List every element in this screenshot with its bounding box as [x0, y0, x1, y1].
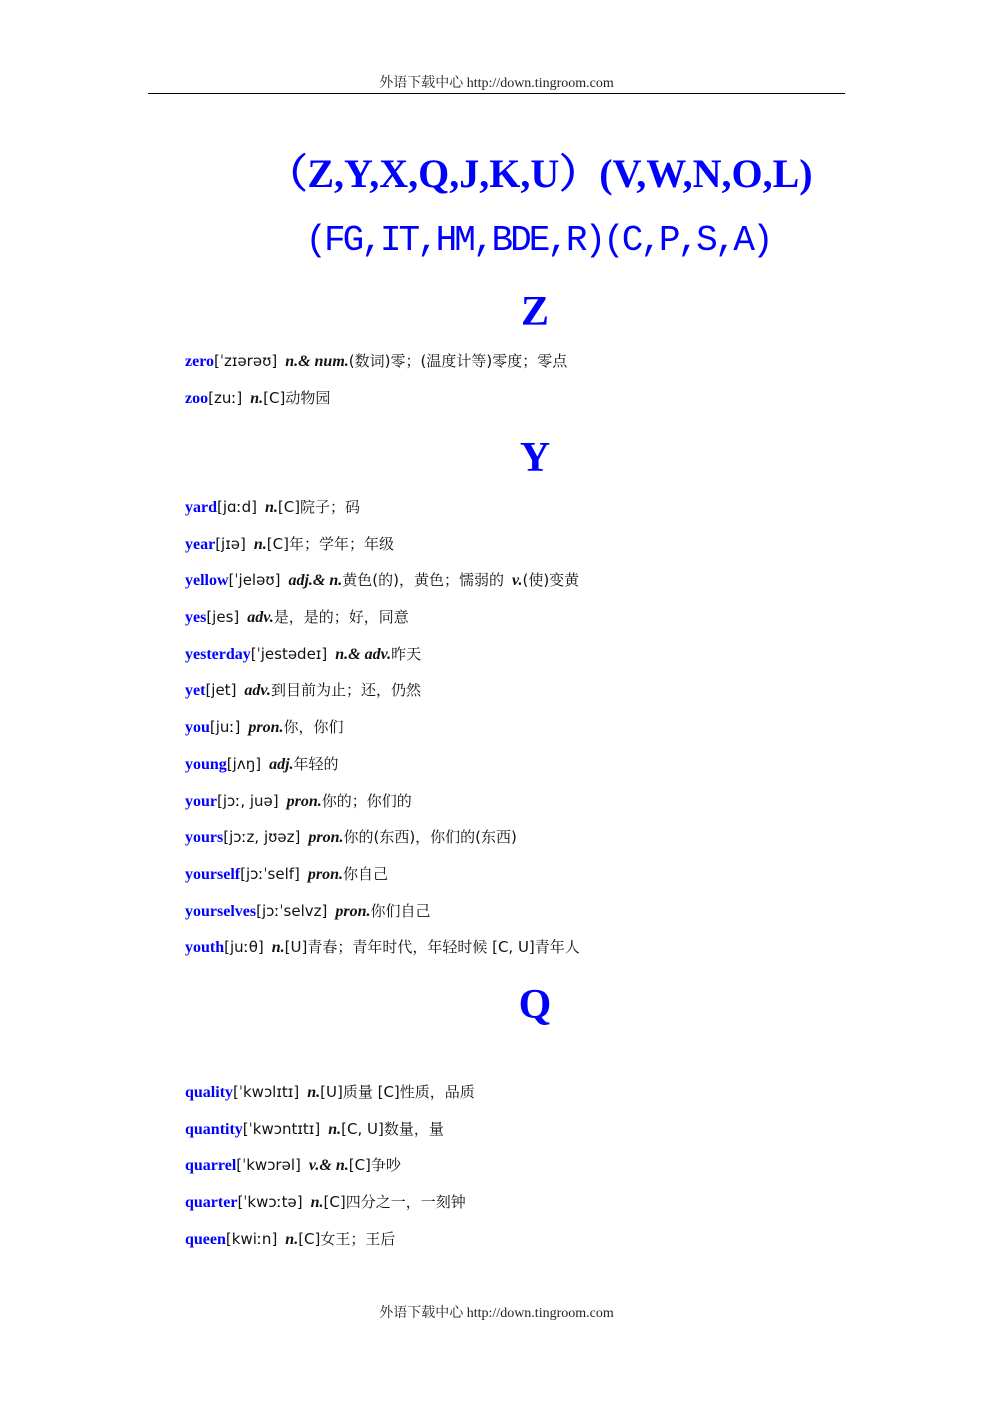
part-of-speech: n. — [285, 1230, 299, 1248]
phonetic: [ˈjeləʊ] — [228, 571, 281, 590]
dictionary-entry — [185, 497, 588, 534]
page-footer: 外语下载中心 http://down.tingroom.com — [379, 1306, 614, 1321]
dictionary-entry — [185, 1082, 483, 1119]
headword: quarter — [185, 1194, 238, 1212]
definition: [C]动物园 — [263, 388, 331, 407]
headword: yourself — [185, 865, 241, 883]
definition: [C]院子；码 — [277, 498, 361, 516]
dictionary-entry — [185, 754, 588, 791]
phonetic: [ˈzɪərəʊ] — [214, 352, 278, 370]
part-of-speech: v. — [511, 572, 523, 590]
letter-groups-subtitle: (FG,IT,HM,BDE,R)(C,P,S,A) — [305, 220, 771, 261]
part-of-speech: n. — [271, 939, 285, 957]
dictionary-entry — [185, 901, 588, 938]
headword: yard — [185, 499, 217, 516]
headword: yours — [185, 829, 224, 847]
part-of-speech: n. — [250, 389, 264, 407]
definition: [C]争吵 — [348, 1156, 401, 1175]
headword: year — [185, 535, 216, 553]
definition: [C]四分之一，一刻钟 — [323, 1193, 466, 1212]
dictionary-entry — [185, 534, 588, 571]
phonetic: [jes] — [206, 608, 240, 627]
part-of-speech: n. — [310, 1194, 324, 1212]
headword: yourselves — [185, 902, 257, 920]
dictionary-entry — [185, 1155, 483, 1192]
definition: 黄色(的)，黄色；懦弱的 — [342, 571, 504, 590]
phonetic: [jɔː, juə] — [217, 791, 279, 810]
dictionary-entry — [185, 680, 588, 717]
dictionary-entry — [185, 791, 588, 828]
entry-list-z — [185, 351, 575, 424]
definition: 昨天 — [391, 644, 422, 663]
dictionary-entry — [185, 1229, 483, 1266]
headword: yesterday — [185, 645, 251, 663]
headword: yes — [185, 609, 207, 627]
part-of-speech: n.& num. — [285, 353, 349, 370]
headword: quarrel — [185, 1157, 237, 1175]
dictionary-entry — [185, 607, 588, 644]
headword: yellow — [185, 572, 229, 590]
part-of-speech: pron. — [335, 902, 371, 920]
definition: [U]质量 [C]性质，品质 — [320, 1083, 475, 1101]
definition: [C]女王；王后 — [298, 1229, 396, 1248]
phonetic: [zuː] — [208, 388, 243, 407]
phonetic: [juːθ] — [224, 938, 264, 957]
page-header: 外语下载中心 http://down.tingroom.com — [379, 76, 614, 91]
part-of-speech: adj. — [269, 755, 294, 773]
dictionary-entry — [185, 864, 588, 901]
section-heading-q: Q — [518, 982, 552, 1028]
dictionary-entry — [185, 717, 588, 754]
header-rule — [148, 93, 845, 94]
definition: 你的；你们的 — [321, 791, 412, 810]
definition: [C, U]数量，量 — [341, 1119, 444, 1138]
dictionary-entry — [185, 351, 575, 388]
headword: youth — [185, 939, 225, 957]
letter-groups-title: （Z,Y,X,Q,J,K,U）(V,W,N,O,L) — [267, 151, 813, 196]
part-of-speech: adv. — [244, 682, 271, 700]
dictionary-entry — [185, 1192, 483, 1229]
section-heading-y: Y — [519, 435, 551, 481]
headword: you — [185, 719, 210, 737]
phonetic: [jɔːˈselvz] — [256, 901, 328, 920]
definition: 到目前为止；还，仍然 — [270, 681, 421, 700]
definition: 你的(东西)，你们的(东西) — [343, 828, 517, 847]
phonetic: [jɑːd] — [217, 498, 257, 516]
headword: quantity — [185, 1120, 243, 1138]
definition: 你，你们 — [283, 718, 344, 737]
headword: queen — [185, 1230, 226, 1248]
definition: (使)变黄 — [522, 571, 580, 590]
part-of-speech: pron. — [286, 792, 322, 810]
part-of-speech: n. — [328, 1120, 342, 1138]
headword: young — [185, 755, 227, 773]
part-of-speech: v.& n. — [308, 1157, 349, 1175]
definition: [U]青春；青年时代，年轻时候 [C, U]青年人 — [284, 938, 580, 957]
dictionary-entry — [185, 570, 588, 607]
headword: quality — [185, 1084, 234, 1101]
section-heading-z: Z — [520, 289, 549, 335]
dictionary-entry — [185, 644, 588, 681]
definition: 你自己 — [343, 864, 389, 883]
entry-list-y — [185, 497, 588, 974]
definition: 你们自己 — [370, 901, 431, 920]
headword: zoo — [185, 389, 209, 407]
part-of-speech: n. — [264, 499, 278, 516]
phonetic: [juː] — [209, 718, 241, 737]
dictionary-entry — [185, 937, 588, 974]
phonetic: [jet] — [205, 681, 237, 700]
phonetic: [ˈkwɔntɪtɪ] — [242, 1119, 321, 1138]
phonetic: [ˈkwɔːtə] — [237, 1193, 303, 1212]
part-of-speech: n. — [307, 1084, 321, 1101]
phonetic: [ˈjestədeɪ] — [250, 644, 328, 663]
headword: zero — [185, 353, 215, 370]
dictionary-entry — [185, 388, 575, 425]
phonetic: [jɪə] — [215, 534, 246, 553]
part-of-speech: n.& adv. — [335, 645, 392, 663]
phonetic: [jɔːz, jʊəz] — [223, 828, 301, 847]
part-of-speech: pron. — [307, 865, 344, 883]
part-of-speech: adj.& n. — [288, 572, 343, 590]
part-of-speech: n. — [253, 535, 267, 553]
definition: 是，是的；好，同意 — [273, 608, 409, 627]
part-of-speech: pron. — [308, 829, 344, 847]
dictionary-entry — [185, 827, 588, 864]
definition: (数词)零；(温度计等)零度；零点 — [348, 352, 568, 370]
phonetic: [kwiːn] — [225, 1229, 278, 1248]
definition: 年轻的 — [293, 754, 339, 773]
definition: [C]年；学年；年级 — [266, 534, 394, 553]
phonetic: [ˈkwɔrəl] — [236, 1156, 301, 1175]
headword: yet — [185, 682, 206, 700]
entry-list-q — [185, 1082, 483, 1265]
part-of-speech: pron. — [248, 719, 284, 737]
part-of-speech: adv. — [247, 609, 274, 627]
phonetic: [ˈkwɔlɪtɪ] — [233, 1083, 300, 1101]
headword: your — [185, 792, 217, 810]
phonetic: [jʌŋ] — [226, 754, 262, 773]
dictionary-entry — [185, 1119, 483, 1156]
phonetic: [jɔːˈself] — [240, 864, 300, 883]
